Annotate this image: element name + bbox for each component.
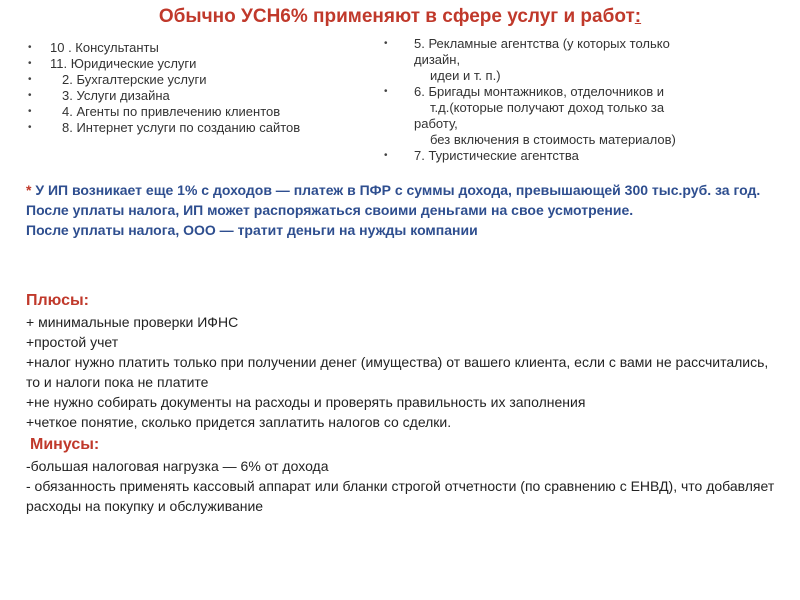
- bullet-icon: •: [28, 106, 32, 117]
- list-item-text: 4. Агенты по привлечению клиентов: [62, 104, 281, 119]
- list-item-continuation: работу,: [414, 116, 458, 131]
- bullet-icon: •: [384, 86, 388, 97]
- list-item: [28, 120, 368, 136]
- bullet-icon: •: [28, 42, 32, 53]
- list-item-continuation: дизайн,: [414, 52, 461, 67]
- list-item: [384, 148, 744, 164]
- bullet-icon: •: [28, 58, 32, 69]
- list-item: [28, 56, 368, 72]
- list-item: [28, 72, 368, 88]
- notes-block: [26, 180, 786, 240]
- list-item-continuation: без включения в стоимость материалов): [430, 132, 676, 147]
- list-item-text: 6. Бригады монтажников, отделочников и: [414, 84, 665, 99]
- list-item-continuation: идеи и т. п.): [430, 68, 501, 83]
- bullet-icon: •: [28, 90, 32, 101]
- cons-item: -большая налоговая нагрузка — 6% от дохода: [26, 458, 329, 474]
- bullet-icon: •: [384, 38, 388, 49]
- bullet-icon: •: [28, 122, 32, 133]
- list-item-text: 2. Бухгалтерские услуги: [62, 72, 207, 87]
- pros-item: +налог нужно платить только при получении денег (имущества) от вашего клиента, если с вами не рассчитались, то и налоги пока не платите: [26, 354, 769, 390]
- slide-title-text: Обычно УСН6% применяют в сфере услуг и работ: [158, 6, 635, 27]
- bullet-icon: •: [384, 150, 388, 161]
- pros-item: +не нужно собирать документы на расходы и проверять правильность их заполнения: [26, 394, 586, 410]
- note-text: У ИП возникает еще 1% с доходов — платеж в ПФР с суммы дохода, превышающей 300 тыс.руб. за год.: [35, 182, 761, 198]
- pros-item: +простой учет: [26, 334, 119, 350]
- slide-title-colon: :: [634, 6, 642, 27]
- list-item: [28, 104, 368, 120]
- list-item: [28, 88, 368, 104]
- list-item-continuation: т.д.(которые получают доход только за: [430, 100, 665, 115]
- list-item: [28, 40, 368, 56]
- list-item: [384, 84, 744, 100]
- list-item-text: 7. Туристические агентства: [414, 148, 579, 163]
- right-list: [384, 36, 744, 164]
- note-line: [26, 180, 786, 200]
- cons-item: - обязанность применять кассовый аппарат или бланки строгой отчетности (по сравнению с ЕНВД), что добавляет расходы на покупку и обслуживание: [26, 478, 775, 514]
- note-line: После уплаты налога, ООО — тратит деньги на нужды компании: [26, 222, 478, 238]
- cons-heading: Минусы:: [30, 436, 100, 453]
- bullet-icon: •: [28, 74, 32, 85]
- note-line: После уплаты налога, ИП может распоряжаться своими деньгами на свое усмотрение.: [26, 202, 634, 218]
- slide-title: [0, 6, 800, 28]
- list-item-text: 11. Юридические услуги: [50, 56, 197, 71]
- list-item-text: 5. Рекламные агентства (у которых только: [414, 36, 670, 51]
- list-item-text: 3. Услуги дизайна: [62, 88, 170, 103]
- left-list: [28, 40, 368, 136]
- list-item: [384, 36, 744, 52]
- pros-item: +четкое понятие, сколько придется заплатить налогов со сделки.: [26, 414, 452, 430]
- pros-cons-section: [26, 290, 786, 516]
- pros-heading: Плюсы:: [26, 292, 90, 309]
- list-item-text: 10 . Консультанты: [50, 40, 159, 55]
- pros-item: + минимальные проверки ИФНС: [26, 314, 239, 330]
- list-item-text: 8. Интернет услуги по созданию сайтов: [62, 120, 301, 135]
- asterisk-mark: *: [26, 182, 36, 198]
